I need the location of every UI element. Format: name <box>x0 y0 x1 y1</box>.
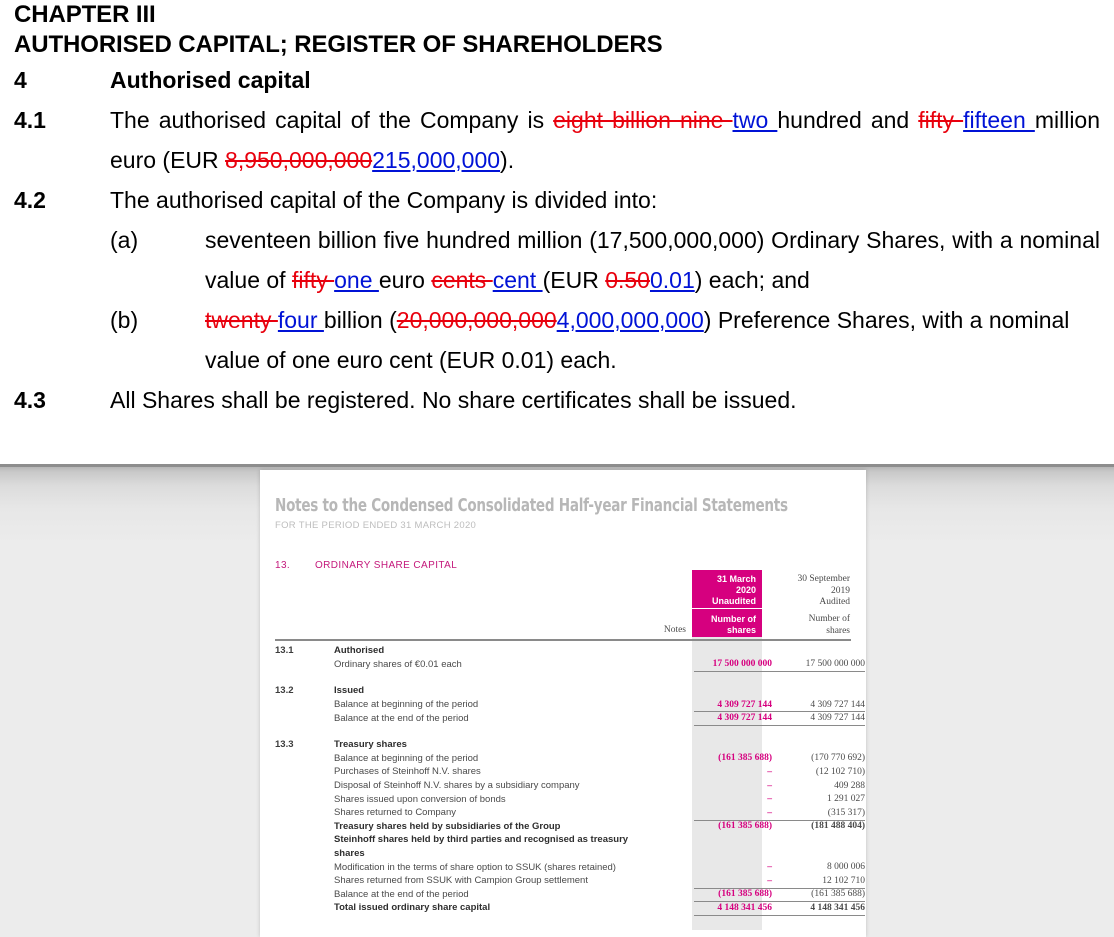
row-value-prior-period: 4 309 727 144 <box>810 713 865 724</box>
table-row <box>275 860 865 874</box>
clause-4-3-number: 4.3 <box>14 387 46 413</box>
col1-unit-header <box>711 614 756 636</box>
table-row-spacer <box>275 671 851 684</box>
row-number: 13.2 <box>275 685 294 697</box>
col2-date: 30 September <box>797 574 850 584</box>
table-row <box>275 765 865 779</box>
clause-4-1-number: 4.1 <box>14 107 46 133</box>
note-heading <box>275 560 457 571</box>
text-run: ). <box>500 147 515 173</box>
row-label: Balance at the end of the period <box>334 712 469 724</box>
table-row <box>275 684 851 698</box>
row-value-prior-period: (12 102 710) <box>815 766 865 777</box>
row-label: Treasury shares held by subsidiaries of the Group <box>334 820 561 832</box>
text-run: euro <box>378 267 432 293</box>
row-value-current-period: – <box>767 862 772 873</box>
financial-report-viewer <box>0 464 1114 937</box>
row-value-prior-period: (315 317) <box>827 807 865 818</box>
row-value-current-period: – <box>767 766 772 777</box>
amended-articles-document <box>0 0 1114 464</box>
deleted-text: cents <box>431 267 493 293</box>
row-label: Shares returned from SSUK with Campion Group settlement <box>334 875 588 887</box>
table-row <box>275 738 851 752</box>
current-period-header-box <box>692 570 762 637</box>
row-value-prior-period: (170 770 692) <box>811 753 865 764</box>
table-row <box>275 698 865 712</box>
deleted-amount: 0.50 <box>605 267 650 293</box>
row-value-current-period: 17 500 000 000 <box>712 659 772 670</box>
row-value-prior-period: 17 500 000 000 <box>805 659 865 670</box>
table-row <box>275 644 851 658</box>
row-value-prior-period: 8 000 006 <box>827 862 865 873</box>
clause-4-2 <box>14 180 1100 220</box>
note-number: 13. <box>275 560 291 571</box>
row-value-prior-period: 4 309 727 144 <box>810 699 865 710</box>
table-row <box>275 820 865 834</box>
col1-unit-line2: shares <box>726 625 756 635</box>
row-label: Shares issued upon conversion of bonds <box>334 793 506 805</box>
notes-column-header: Notes <box>663 625 686 635</box>
row-label: Purchases of Steinhoff N.V. shares <box>334 766 481 778</box>
section-4-title: Authorised capital <box>110 67 311 93</box>
table-row <box>275 658 865 672</box>
clause-4-2-item-a <box>110 220 1100 300</box>
row-label: Authorised <box>334 645 385 657</box>
col1-period-header <box>712 574 756 607</box>
row-label: Disposal of Steinhoff N.V. shares by a subsidiary company <box>334 780 580 792</box>
col1-audit-status: Unaudited <box>712 596 756 606</box>
text-run: million euro (EUR <box>110 107 1101 173</box>
deleted-text: fifty <box>918 107 964 133</box>
row-label: Steinhoff shares held by third parties and recognised as treasury <box>334 834 629 846</box>
row-value-prior-period: (181 488 404) <box>811 821 865 832</box>
inserted-text: fifteen <box>963 107 1035 133</box>
deleted-amount: 20,000,000,000 <box>396 307 557 333</box>
clause-4-1-text <box>110 100 1100 180</box>
row-value-current-period: 4 309 727 144 <box>717 699 772 710</box>
row-value-prior-period: 4 148 341 456 <box>810 902 865 913</box>
clause-4-1 <box>14 100 1100 180</box>
inserted-amount: 215,000,000 <box>372 147 501 173</box>
text-run: The authorised capital of the Company is <box>110 107 554 133</box>
row-total-rule <box>694 915 865 916</box>
inserted-text: cent <box>492 267 543 293</box>
row-value-current-period: (161 385 688) <box>718 753 772 764</box>
deleted-text: twenty <box>205 307 278 333</box>
deleted-text: fifty <box>291 267 335 293</box>
deleted-text: eight billion nine <box>553 107 733 133</box>
col1-date: 31 March <box>716 574 756 584</box>
report-subtitle: FOR THE PERIOD ENDED 31 MARCH 2020 <box>275 520 477 531</box>
row-value-current-period: – <box>767 780 772 791</box>
table-row <box>275 847 851 861</box>
table-row <box>275 711 865 725</box>
row-value-current-period: – <box>767 875 772 886</box>
clause-4-2-item-b <box>110 300 1100 380</box>
row-value-current-period: – <box>767 807 772 818</box>
row-value-prior-period: 409 288 <box>834 780 865 791</box>
text-run: seventeen billion five hundred million (17,500,000,000) Ordinary Shares, with a nominal value of <box>205 227 1100 293</box>
row-value-current-period: (161 385 688) <box>718 889 772 900</box>
chapter-title: AUTHORISED CAPITAL; REGISTER OF SHAREHOLDERS <box>14 31 663 58</box>
table-row <box>275 779 865 793</box>
clause-4-2-number: 4.2 <box>14 187 46 213</box>
item-b-label: (b) <box>110 307 139 333</box>
viewer-top-divider <box>0 464 1114 467</box>
col2-audit-status: Audited <box>819 597 850 607</box>
section-4-number: 4 <box>14 67 27 93</box>
inserted-amount: 0.01 <box>649 267 695 293</box>
row-value-prior-period: 1 291 027 <box>827 794 865 805</box>
row-label: shares <box>334 848 365 860</box>
table-row <box>275 792 865 806</box>
row-label: Total issued ordinary share capital <box>334 902 491 914</box>
text-run: ) each; and <box>694 267 810 293</box>
col1-year: 2020 <box>735 585 756 595</box>
col1-unit-line1: Number of <box>711 614 756 624</box>
table-row <box>275 888 865 902</box>
row-label: Balance at beginning of the period <box>334 752 479 764</box>
col2-unit-line1: Number of <box>808 614 850 624</box>
row-number: 13.3 <box>275 739 294 751</box>
col2-period-header <box>766 574 850 609</box>
table-header-rule <box>275 639 851 641</box>
item-b-text <box>205 300 1100 380</box>
row-value-current-period: (161 385 688) <box>718 821 772 832</box>
row-label: Treasury shares <box>334 739 407 751</box>
note-title: ORDINARY SHARE CAPITAL <box>315 560 458 571</box>
clause-4-3 <box>14 380 1100 420</box>
inserted-text: one <box>334 267 379 293</box>
header-box-divider <box>692 608 762 609</box>
inserted-amount: 4,000,000,000 <box>556 307 704 333</box>
clause-4-3-text: All Shares shall be registered. No share certificates shall be issued. <box>110 387 797 413</box>
deleted-amount: 8,950,000,000 <box>225 147 373 173</box>
inserted-text: four <box>277 307 324 333</box>
row-number: 13.1 <box>275 645 294 657</box>
section-4-heading <box>14 60 1100 100</box>
clause-4-2-text: The authorised capital of the Company is divided into: <box>110 187 658 213</box>
col2-unit-header <box>766 614 850 637</box>
report-page <box>260 470 866 937</box>
row-label: Balance at the end of the period <box>334 888 469 900</box>
text-run: billion ( <box>323 307 397 333</box>
report-title: Notes to the Condensed Consolidated Half-year Financial Statements <box>275 496 788 516</box>
table-row-spacer <box>275 725 851 738</box>
row-label: Balance at beginning of the period <box>334 699 479 711</box>
table-row <box>275 833 851 847</box>
row-value-current-period: 4 148 341 456 <box>717 902 772 913</box>
inserted-text: two <box>732 107 778 133</box>
row-value-current-period: 4 309 727 144 <box>717 713 772 724</box>
col2-year: 2019 <box>831 585 850 596</box>
text-run: (EUR <box>542 267 606 293</box>
table-row <box>275 874 865 888</box>
row-label: Shares returned to Company <box>334 807 456 819</box>
text-run: hundred and <box>777 107 919 133</box>
table-row <box>275 752 865 766</box>
share-capital-table <box>275 644 865 915</box>
row-value-current-period: – <box>767 794 772 805</box>
text-run: ) Preference Shares, with a nominal value of one euro cent (EUR 0.01) each. <box>205 307 1070 373</box>
table-row <box>275 901 865 915</box>
col2-unit-line2: shares <box>826 625 850 636</box>
item-a-text <box>205 220 1100 300</box>
row-value-prior-period: (161 385 688) <box>811 889 865 900</box>
table-row <box>275 806 865 820</box>
row-label: Issued <box>334 685 365 697</box>
item-a-label: (a) <box>110 227 139 253</box>
chapter-heading: CHAPTER III <box>14 1 156 28</box>
row-label: Modification in the terms of share option to SSUK (shares retained) <box>334 861 616 873</box>
row-label: Ordinary shares of €0.01 each <box>334 658 462 670</box>
row-value-prior-period: 12 102 710 <box>822 875 865 886</box>
